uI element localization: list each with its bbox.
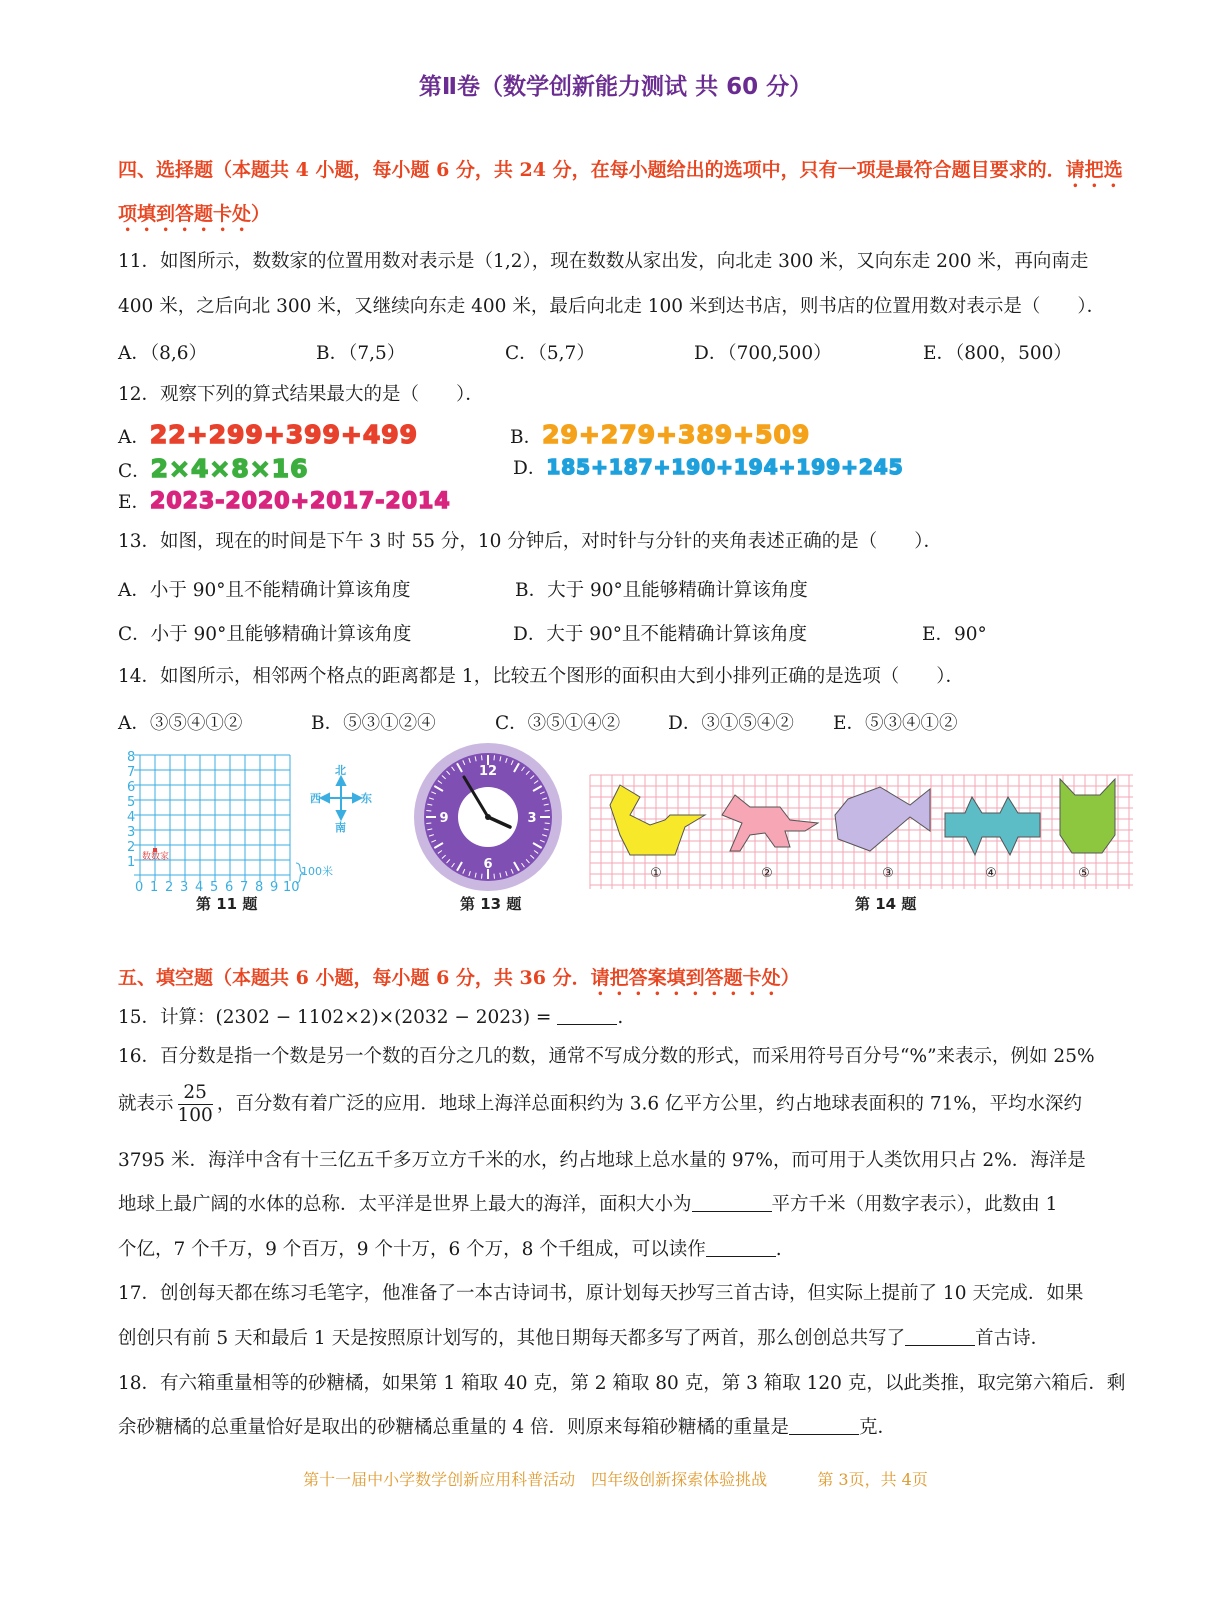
- shape-4-label: ④: [985, 866, 997, 881]
- section-4-line1: 四、选择题（本题共 4 小题，每小题 6 分，共 24 分，在每小题给出的选项中，只有一项是最符合题目要求的．: [118, 159, 1066, 181]
- q12-label-e: E．: [118, 492, 151, 513]
- clock-number-6: 6: [483, 857, 493, 872]
- fig11-x-tick: 10: [283, 880, 300, 895]
- section-5-close: ）: [780, 967, 800, 989]
- q11-option-b: B．（7,5）: [316, 343, 406, 364]
- clock-number-3: 3: [527, 811, 537, 826]
- q17-line2-a: 创创只有前 5 天和最后 1 天是按照原计划写的，其他日期每天都多写了两首，那么创创总共写了: [118, 1328, 906, 1349]
- fig11-y-tick: 2: [127, 840, 136, 855]
- fig11-x-tick: 7: [240, 880, 249, 895]
- q14-option-c: C．③⑤①④②: [495, 713, 621, 734]
- q12-expr-a: 22+299+399+499: [149, 420, 419, 449]
- fig13-caption: 第 13 题: [460, 895, 522, 913]
- q13-option-b: B．大于 90°且能够精确计算该角度: [515, 580, 808, 601]
- figure-13: [410, 743, 570, 915]
- q12-label-b: B．: [510, 427, 543, 448]
- fig11-y-tick: 7: [127, 765, 136, 780]
- q14-option-a: A．③⑤④①②: [118, 713, 243, 734]
- section-4-emphasis-2: 项填到答题卡处: [118, 203, 252, 225]
- fig11-x-tick: 4: [195, 880, 204, 895]
- q18-answer-blank: [789, 1416, 859, 1435]
- q17-line2-b: 首古诗．: [975, 1328, 1050, 1349]
- clock-tick: [426, 823, 431, 824]
- q17-answer-blank: [905, 1327, 975, 1346]
- fig11-x-tick: 8: [255, 880, 264, 895]
- clock-number-9: 9: [439, 811, 449, 826]
- q16-line4-b: 平方千米（用数字表示），此数由 1: [771, 1194, 1058, 1215]
- q18-line2-a: 余砂糖橘的总重量恰好是取出的砂糖橘总重量的 4 倍．则原来每箱砂糖橘的重量是: [118, 1417, 790, 1438]
- q16-line5: [118, 1238, 1158, 1262]
- section-5-text: 五、填空题（本题共 6 小题，每小题 6 分，共 36 分．: [118, 967, 591, 989]
- fig11-caption: 第 11 题: [196, 895, 258, 913]
- fig14-caption: 第 14 题: [855, 895, 917, 913]
- fig11-y-tick: 3: [127, 825, 136, 840]
- q16-line3: 3795 米．海洋中含有十三亿五千多万立方千米的水，约占地球上总水量的 97%，而可用于人类饮用只占 2%．海洋是: [118, 1150, 1086, 1171]
- clock-tick: [545, 811, 550, 812]
- q16-frac-num: 25: [178, 1082, 213, 1105]
- q13-option-e: E．90°: [922, 624, 987, 645]
- compass-east: 东: [361, 792, 372, 805]
- q12-option-c: [118, 454, 308, 483]
- section-4-heading: [118, 148, 1148, 236]
- fig11-x-tick: 1: [150, 880, 159, 895]
- q18-line2-b: 克．: [859, 1417, 897, 1438]
- q11-line2: 400 米，之后向北 300 米，又继续向东走 400 米，最后向北走 100 米到达书店，则书店的位置用数对表示是（ ）．: [118, 296, 1106, 317]
- q14-option-e: E．⑤③④①②: [833, 713, 958, 734]
- q11-option-a: A．（8,6）: [118, 343, 208, 364]
- q14-option-b: B．⑤③①②④: [311, 713, 436, 734]
- section-5-heading: [118, 956, 1148, 1000]
- fig11-grid: [134, 755, 290, 881]
- clock-tick: [494, 874, 495, 879]
- q13-stem: 13．如图，现在的时间是下午 3 时 55 分，10 分钟后，对时针与分针的夹角表述正确的是（ ）．: [118, 531, 943, 552]
- q16-line4-a: 地球上最广阔的水体的总称．太平洋是世界上最大的海洋，面积大小为: [118, 1194, 692, 1215]
- q16-line1: 16．百分数是指一个数是另一个数的百分之几的数，通常不写成分数的形式，而采用符号百分号“%”来表示，例如 25%: [118, 1046, 1095, 1067]
- q12-option-e: [118, 488, 451, 514]
- q15-answer-blank: [557, 1006, 617, 1025]
- q16-line4: [118, 1193, 1158, 1217]
- q11-option-d: D．（700,500）: [694, 343, 832, 364]
- q16-answer-blank-1: [692, 1193, 772, 1212]
- q15-end: .: [617, 1007, 624, 1028]
- fig11-x-tick: 3: [180, 880, 189, 895]
- q12-expr-c: 2×4×8×16: [150, 454, 309, 483]
- q12-label-c: C．: [118, 461, 151, 482]
- clock-tick: [482, 755, 483, 760]
- clock-tick: [545, 823, 550, 824]
- fig11-home-label: 数数家: [142, 852, 170, 862]
- q17-line1: 17．创创每天都在练习毛笔字，他准备了一本古诗词书，原计划每天抄写三首古诗，但实际上提前了 10 天完成．如果: [118, 1283, 1084, 1304]
- q13-option-d: D．大于 90°且不能精确计算该角度: [513, 624, 808, 645]
- footer-page-number: 第 3页，共 4页: [817, 1470, 928, 1489]
- compass-south: 南: [335, 821, 346, 834]
- q18-line2: [118, 1416, 1158, 1440]
- fig11-x-tick: 0: [135, 880, 144, 895]
- clock-tick: [482, 874, 483, 879]
- q12-label-a: A．: [118, 427, 150, 448]
- q11-option-c: C．（5,7）: [505, 343, 595, 364]
- q15: [118, 1006, 1158, 1030]
- fig11-y-tick: 6: [127, 780, 136, 795]
- q12-expr-d: 185+187+190+194+199+245: [546, 455, 904, 479]
- shape-4: [945, 797, 1040, 855]
- q12-expr-e: 2023-2020+2017-2014: [150, 489, 451, 514]
- shape-2-label: ②: [761, 866, 773, 881]
- q12-option-d: [513, 454, 904, 480]
- q18-line1: 18．有六箱重量相等的砂糖橘，如果第 1 箱取 40 克，第 2 箱取 80 克，第 3 箱取 120 克，以此类推，取完第六箱后．剩: [118, 1373, 1126, 1394]
- q11-line1: 11．如图所示，数数家的位置用数对表示是（1,2），现在数数从家出发，向北走 300 米，又向东走 200 米，再向南走: [118, 251, 1089, 272]
- q15-expression: (2302 − 1102×2)×(2032 − 2023) =: [215, 1007, 552, 1028]
- q16-fraction: [178, 1082, 213, 1127]
- section-4-close: ）: [251, 203, 271, 225]
- q16-line5-a: 个亿，7 个千万，9 个百万，9 个十万，6 个万，8 个千组成，可以读作: [118, 1239, 706, 1260]
- q16-line2: [118, 1082, 1158, 1127]
- clock-number-12: 12: [478, 764, 498, 779]
- q13-option-c: C．小于 90°且能够精确计算该角度: [118, 624, 412, 645]
- q12-option-b: [510, 420, 810, 449]
- compass-west: 西: [310, 792, 321, 805]
- fig11-y-tick: 4: [127, 810, 136, 825]
- clock-tick: [494, 755, 495, 760]
- fig11-y-tick: 5: [127, 795, 136, 810]
- q13-option-a: A．小于 90°且不能精确计算该角度: [118, 580, 411, 601]
- fig11-scale-label: 100米: [301, 865, 333, 878]
- q16-line2-a: 就表示: [118, 1093, 174, 1115]
- q16-line2-b: ，百分数有着广泛的应用．地球上海洋总面积约为 3.6 亿平方公里，约占地球表面积的 71%，平均水深约: [216, 1093, 1083, 1115]
- section-5-emphasis: 请把答案填到答题卡处: [590, 967, 781, 989]
- fig11-y-tick: 8: [127, 750, 136, 765]
- clock-pivot: [485, 814, 491, 820]
- q17-line2: [118, 1327, 1158, 1351]
- q11-option-e: E．（800，500）: [923, 343, 1072, 364]
- q16-frac-den: 100: [177, 1105, 213, 1126]
- figure-14: [590, 775, 1135, 917]
- q12-stem: 12．观察下列的算式结果最大的是（ ）．: [118, 384, 484, 405]
- q12-label-d: D．: [513, 458, 547, 479]
- shape-1: [610, 785, 705, 855]
- fig11-y-tick: 1: [127, 855, 136, 870]
- shape-5: [1060, 779, 1115, 853]
- page-title: 第Ⅱ卷（数学创新能力测试 共 60 分）: [418, 74, 813, 100]
- section-4-emphasis: 请把选: [1065, 159, 1123, 181]
- q14-option-d: D．③①⑤④②: [668, 713, 794, 734]
- fig11-x-tick: 9: [270, 880, 279, 895]
- q16-line5-b: .: [775, 1239, 782, 1260]
- shape-5-label: ⑤: [1078, 866, 1090, 881]
- shape-1-label: ①: [650, 866, 662, 881]
- compass-icon: [321, 777, 361, 819]
- fig11-x-tick: 2: [165, 880, 174, 895]
- page-footer: [0, 1467, 1231, 1490]
- shape-2: [722, 795, 818, 851]
- fig11-x-tick: 5: [210, 880, 219, 895]
- q15-label: 15．计算：: [118, 1007, 216, 1028]
- q12-option-a: [118, 420, 418, 449]
- clock-tick: [426, 811, 431, 812]
- compass-north: 北: [335, 764, 346, 777]
- fig11-x-tick: 6: [225, 880, 234, 895]
- q14-stem: 14．如图所示，相邻两个格点的距离都是 1，比较五个图形的面积由大到小排列正确的是选项（ ）．: [118, 666, 964, 687]
- figure-11: [118, 745, 372, 915]
- q12-expr-b: 29+279+389+509: [542, 420, 811, 449]
- footer-title: 第十一届中小学数学创新应用科普活动 四年级创新探索体验挑战: [303, 1470, 768, 1489]
- shape-3-label: ③: [882, 866, 894, 881]
- q16-answer-blank-2: [706, 1238, 776, 1257]
